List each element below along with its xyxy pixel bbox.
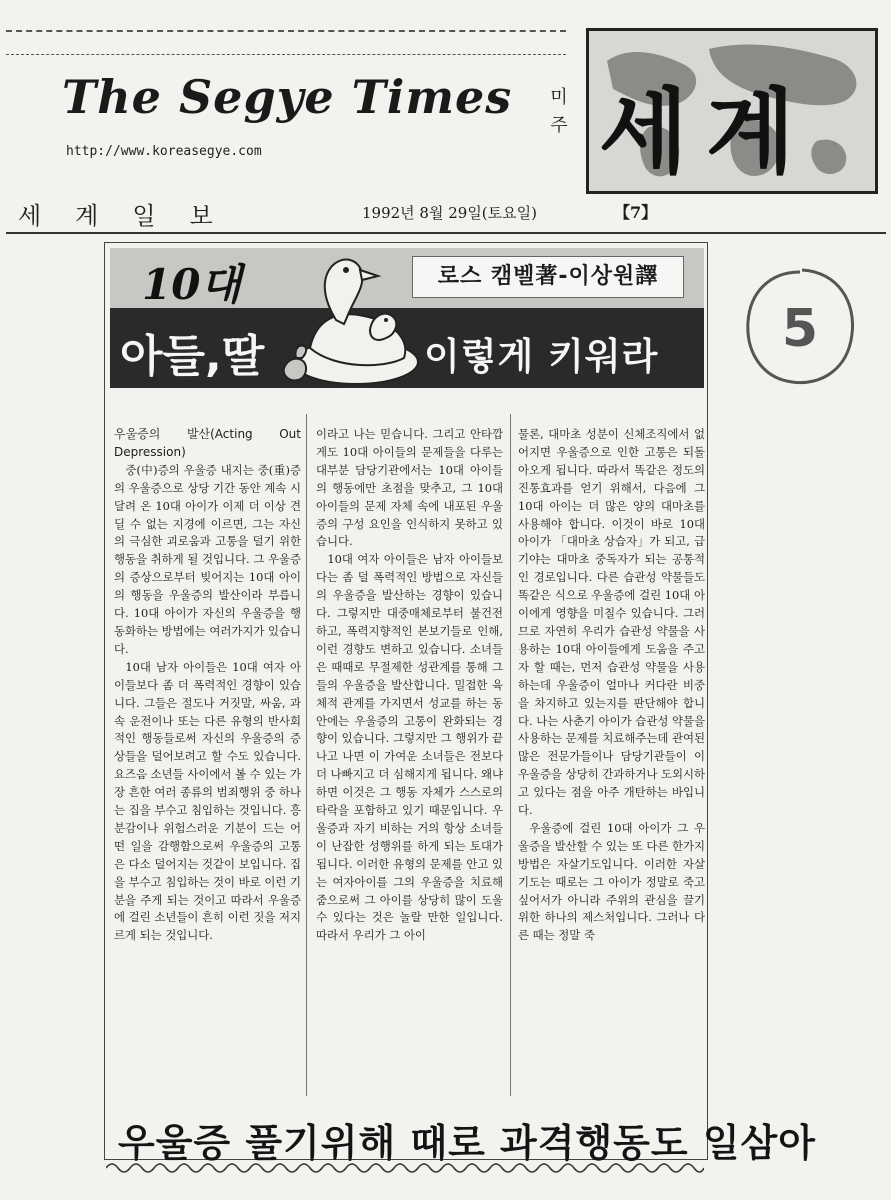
subhead: 우울증의 발산(Acting Out Depression) [114, 427, 301, 459]
bottom-headline: 우울증 풀기위해 때로 과격행동도 일삼아 [118, 1121, 816, 1165]
headline-left: 아들,딸 [120, 331, 265, 382]
paragraph: 중(中)증의 우울증 내지는 중(重)증의 우울증으로 상당 기간 동안 계속 시달려 온 10대 아이가 이제 더 이상 견딜 수 없는 지경에 이르면, 그는 자신의 극심한 괴로움과 고통을 덜기 위한 행동을 취하게 될 것입니다. 그 우울증의 증상으로부터 빚어지는 10대 아이의 행동을 우울증의 발산이라 부릅니다. 10대 아이가 자신의 우울증을 행동화하는 방법에는 여러가지가 있습니다. [114, 462, 301, 656]
article-column-1 [114, 426, 301, 945]
headline-right: 이렇게 키워라 [424, 335, 659, 378]
segye-logo [586, 28, 878, 194]
logo-text: 세계 [599, 78, 813, 186]
handwritten-circle-mark [740, 262, 860, 392]
wavy-border [106, 1160, 704, 1176]
page-number: 【7】 [614, 203, 658, 222]
handwritten-number: 5 [781, 299, 819, 359]
paragraph: 이라고 나는 믿습니다. 그리고 안타깝게도 10대 아이들의 문제들을 다루는 대부분 담당기관에서는 10대 아이들의 행동에만 초점을 맞추고, 그 10대 아이들의 문제 자체 속에 내포된 우울증의 구성 요인을 인식하지 못하고 있습니다. [316, 427, 503, 549]
duck-illustration-icon [276, 250, 422, 390]
issue-date: 1992년 8월 29일(토요일) [362, 204, 537, 222]
masthead-rule [6, 232, 886, 234]
paragraph: 10대 여자 아이들은 남자 아이들보다는 좀 덜 폭력적인 방법으로 자신들의 우울증을 발산하는 경향이 있습니다. 그렇지만 대중매체로부터 불건전하고, 폭력지향적인 본보기들로 인해, 이런 경향도 변하고 있습니다. 소녀들은 때때로 무절제한 성관계를 통해 그들의 우울증을 발산합니다. 밀접한 육체적 관계를 가지면서 성교를 하는 동안에는 우울증의 고통이 완화되는 경향이 있습니다. 그렇지만 그 행위가 끝나고 나면 이 가여운 소녀들은 전보다 더 나빠지고 더 심해지게 됩니다. 왜냐하면 이것은 그 행동 자체가 스스로의 타락을 포함하고 있기 때문입니다. 우울증과 자기 비하는 거의 항상 소녀들이 난잡한 성행위를 하게 되는 토대가 됩니다. 이러한 유형의 문제를 안고 있는 여자아이를 그의 우울증을 치료해줌으로써 그 아이를 상당히 많이 도울 수 있다는 것은 놀랄 만한 일입니다. 따라서 우리가 그 아이 [316, 552, 503, 943]
paragraph: 우울증에 걸린 10대 아이가 그 우울증을 발산할 수 있는 또 다른 한가지 방법은 자살기도입니다. 이러한 자살기도는 때로는 그 아이가 정말로 죽고 싶어서가 아니라 주위의 관심을 끌기 위한 하나의 제스처입니다. 그러나 다른 때는 정말 죽 [518, 820, 705, 943]
region-label: 미주 [550, 87, 568, 136]
column-rule [510, 414, 511, 1096]
paragraph: 10대 남자 아이들은 10대 여자 아이들보다 좀 더 폭력적인 경향이 있습니다. 그들은 절도나 거짓말, 싸움, 과속 운전이나 또는 다른 유형의 반사회적인 행동들로써 자신의 우울증의 증상들을 덜어보려고 할 수도 있습니다. 요즈음 소년들 사이에서 볼 수 있는 가장 흔한 여러 종류의 범죄행위 중 하나는 집을 부수고 침입하는 것입니다. 흥분감이나 위험스러운 기분이 드는 어떤 일을 감행함으로써 우울증의 고통은 다소 덜어지는 것같이 보입니다. 집을 부수고 침입하는 것이 바로 이런 기분을 주게 되는 것이고 따라서 우울증에 걸린 소년들이 흔히 이런 짓을 저지르게 되는 것입니다. [114, 659, 301, 943]
paragraph: 물론, 대마초 성분이 신체조직에서 없어지면 우울증으로 인한 고통은 되돌아오게 됩니다. 따라서 똑같은 정도의 진통효과를 얻기 위해서, 다음에 그 10대 아이는 더 많은 양의 대마초를 사용해야 합니다. 이것이 바로 10대 아이가 「대마초 상습자」가 되고, 급기야는 대마초 중독자가 되는 공통적인 경로입니다. 다른 습관성 약물들도 똑같은 식으로 우울증에 걸린 10대 아이에게 영향을 미칠수 있습니다. 그러므로 자연히 우리가 습관성 약물을 사용하는 10대 아이들에게 도움을 주고자 할 때는, 먼저 습관성 약물을 사용하는데 우울증이 얼마나 커다란 비중을 차지하고 있는지를 판단해야 합니다. 나는 사춘기 아이가 습관성 약물을 사용하는 문제를 치료해주는데 관여된 많은 전문가들이나 담당기관들이 이 우울증을 상당히 간과하거나 도외시하고 있다는 점을 아주 개탄하는 바입니다. [518, 427, 705, 818]
article-column-3 [518, 426, 705, 945]
paper-name: 세계일보 [18, 202, 247, 230]
top-rule-2 [6, 54, 566, 55]
masthead-url: http://www.koreasegye.com [66, 144, 262, 159]
series-label: 10대 [142, 260, 242, 309]
masthead-title: The Segye Times [62, 70, 513, 124]
top-rule [6, 30, 566, 32]
article-column-2 [316, 426, 503, 945]
column-rule [306, 414, 307, 1096]
byline: 로스 캠벨著-이상원譯 [412, 256, 684, 298]
